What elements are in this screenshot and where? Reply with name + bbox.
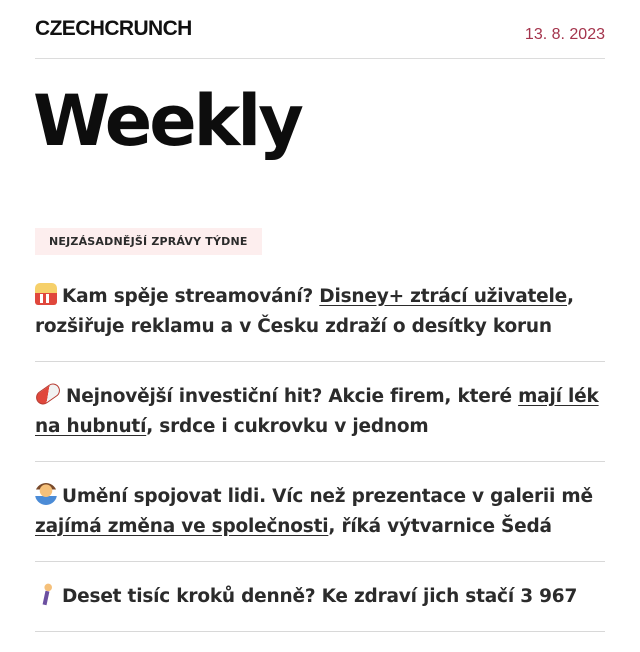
woman-artist-icon xyxy=(35,483,57,505)
newsletter-header xyxy=(35,14,605,59)
story-item xyxy=(35,482,605,562)
story-text: , rozšiřuje reklamu a v Česku zdraží o desítky korun xyxy=(35,286,574,337)
story-text: , srdce i cukrovku v jednom xyxy=(146,416,429,437)
pill-icon xyxy=(33,381,62,407)
story-text: Nejnovější investiční hit? Akcie firem, které xyxy=(66,386,519,407)
story-text: Umění spojovat lidi. Víc než prezentace v galerii mě xyxy=(62,486,593,507)
newsletter-title: Weekly xyxy=(33,80,301,162)
issue-date: 13. 8. 2023 xyxy=(524,26,605,43)
section-badge: NEJZÁSADNĚJŠÍ ZPRÁVY TÝDNE xyxy=(35,228,262,255)
person-walking-icon xyxy=(35,583,57,605)
story-item xyxy=(35,582,605,632)
popcorn-icon xyxy=(35,283,57,305)
story-text: Deset tisíc kroků denně? Ke zdraví jich stačí 3 967 xyxy=(62,586,578,607)
story-link[interactable]: Disney+ ztrácí uživatele xyxy=(319,286,567,307)
story-list xyxy=(35,282,605,652)
brand-logo[interactable]: CZECHCRUNCH xyxy=(35,17,192,40)
story-item xyxy=(35,382,605,462)
story-link[interactable]: zajímá změna ve společnosti xyxy=(35,516,329,537)
story-text: Kam spěje streamování? xyxy=(62,286,320,307)
story-link[interactable]: mají lék na hubnutí xyxy=(35,386,599,437)
story-text: , říká výtvarnice Šedá xyxy=(328,516,552,537)
story-item xyxy=(35,282,605,362)
